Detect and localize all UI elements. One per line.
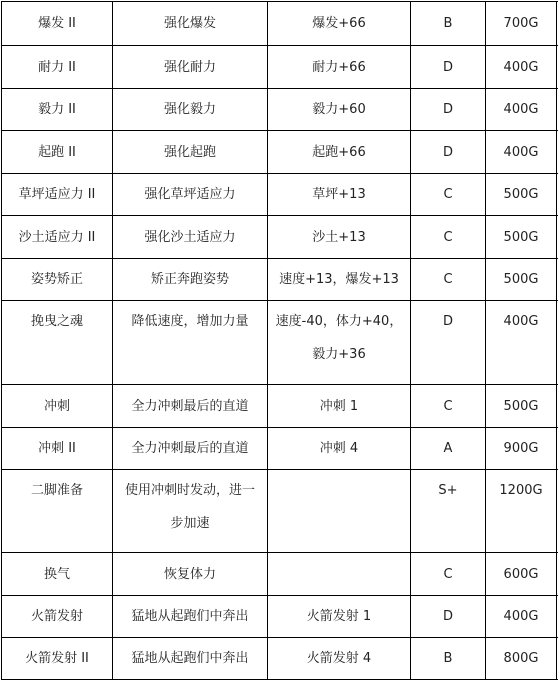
table-row (2, 385, 558, 428)
skill-price: 500G (486, 259, 557, 300)
skill-rank: D (411, 131, 486, 173)
table-row (2, 216, 558, 259)
skill-rank: B (411, 2, 486, 45)
skill-effect-line: 速度-40，体力+40， (275, 314, 403, 329)
skill-effect (268, 301, 411, 384)
skill-name: 冲刺 (2, 385, 113, 427)
skill-name: 沙土适应力 II (2, 216, 113, 258)
table-row (2, 553, 558, 596)
table-row (2, 89, 558, 131)
table-row (2, 46, 558, 89)
skill-effect: 火箭发射 4 (268, 638, 411, 679)
skill-effect-line: 毅力+36 (312, 347, 366, 362)
skill-name: 起跑 II (2, 131, 113, 173)
skill-effect: 起跑+66 (268, 131, 411, 173)
skill-name: 火箭发射 II (2, 638, 113, 679)
skill-price: 500G (486, 174, 557, 215)
skill-description: 强化毅力 (113, 89, 268, 130)
skill-description: 全力冲刺最后的直道 (113, 428, 268, 469)
skill-name: 姿势矫正 (2, 259, 113, 300)
skill-description: 降低速度，增加力量 (113, 301, 268, 384)
skill-name: 换气 (2, 553, 113, 595)
skill-effect: 草坪+13 (268, 174, 411, 215)
skill-name: 草坪适应力 II (2, 174, 113, 215)
skill-rank: C (411, 216, 486, 258)
table-row (2, 2, 558, 46)
skill-effect: 毅力+60 (268, 89, 411, 130)
skill-effect: 火箭发射 1 (268, 596, 411, 637)
skill-description: 强化起跑 (113, 131, 268, 173)
skill-price: 800G (486, 638, 557, 679)
skill-rank: D (411, 89, 486, 130)
skills-table (1, 1, 558, 680)
skill-description: 强化耐力 (113, 46, 268, 88)
skill-description (113, 470, 268, 552)
skill-rank: C (411, 553, 486, 595)
table-row (2, 131, 558, 174)
skill-price: 900G (486, 428, 557, 469)
skill-name: 火箭发射 (2, 596, 113, 637)
skill-price: 600G (486, 553, 557, 595)
skill-price: 400G (486, 301, 557, 384)
skill-rank: D (411, 301, 486, 384)
table-row (2, 470, 558, 553)
table-row (2, 428, 558, 470)
skill-price: 400G (486, 89, 557, 130)
skill-rank: B (411, 638, 486, 679)
skill-effect (268, 470, 411, 552)
skill-description: 全力冲刺最后的直道 (113, 385, 268, 427)
table-row (2, 596, 558, 638)
skill-effect: 沙土+13 (268, 216, 411, 258)
skill-effect (268, 553, 411, 595)
skill-price: 400G (486, 46, 557, 88)
skill-rank: C (411, 174, 486, 215)
skill-effect: 冲刺 4 (268, 428, 411, 469)
skill-rank: D (411, 46, 486, 88)
skill-description: 恢复体力 (113, 553, 268, 595)
skill-name: 毅力 II (2, 89, 113, 130)
skill-description: 强化沙土适应力 (113, 216, 268, 258)
skill-description-line: 使用冲刺时发动，进一 (124, 483, 255, 498)
table-row (2, 638, 558, 680)
skill-rank: C (411, 259, 486, 300)
skill-description-line: 步加速 (170, 516, 210, 531)
skill-name: 二脚准备 (2, 470, 113, 552)
skill-name: 耐力 II (2, 46, 113, 88)
skill-description: 强化草坪适应力 (113, 174, 268, 215)
skill-effect: 速度+13，爆发+13 (268, 259, 411, 300)
skill-price: 500G (486, 216, 557, 258)
skill-rank: A (411, 428, 486, 469)
skill-price: 400G (486, 131, 557, 173)
skill-rank: D (411, 596, 486, 637)
skill-effect: 冲刺 1 (268, 385, 411, 427)
table-row (2, 301, 558, 385)
skill-price: 500G (486, 385, 557, 427)
table-row (2, 174, 558, 216)
skill-effect: 耐力+66 (268, 46, 411, 88)
skill-price: 400G (486, 596, 557, 637)
skill-name: 爆发 II (2, 2, 113, 45)
skill-name: 挽曳之魂 (2, 301, 113, 384)
table-row (2, 259, 558, 301)
skill-rank: C (411, 385, 486, 427)
skill-price: 1200G (486, 470, 557, 552)
skill-rank: S+ (411, 470, 486, 552)
skill-price: 700G (486, 2, 557, 45)
skill-name: 冲刺 II (2, 428, 113, 469)
skill-description: 强化爆发 (113, 2, 268, 45)
skill-description: 猛地从起跑们中奔出 (113, 596, 268, 637)
skill-description: 矫正奔跑姿势 (113, 259, 268, 300)
skill-effect: 爆发+66 (268, 2, 411, 45)
skill-description: 猛地从起跑们中奔出 (113, 638, 268, 679)
